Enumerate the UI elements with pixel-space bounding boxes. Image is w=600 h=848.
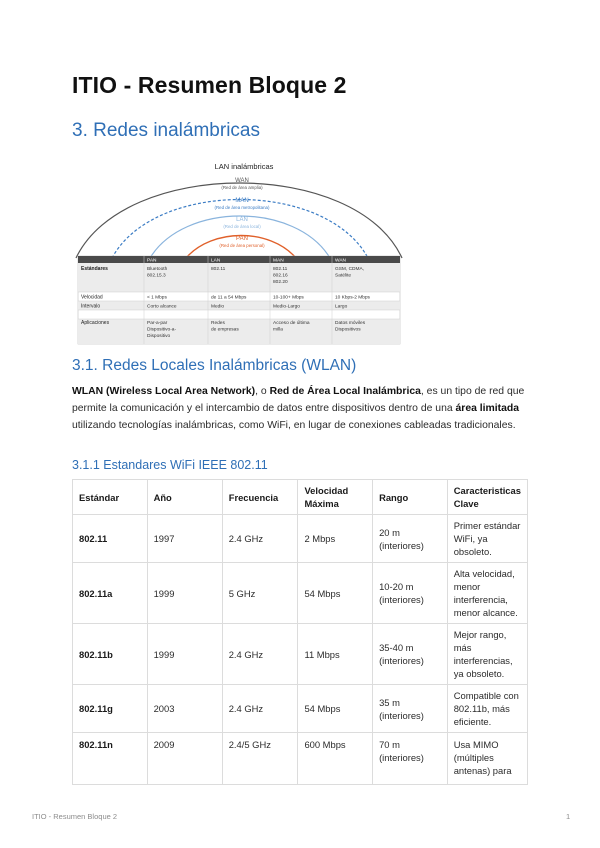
arc-wan-sub: (Red de área amplia) <box>221 185 263 190</box>
fig-cell: Par-a-par Dispositivo-a-Dispositivo <box>147 321 177 339</box>
cell-speed: 2 Mbps <box>298 515 373 563</box>
cell-standard: 802.11g <box>73 685 148 733</box>
table-header-row <box>73 480 528 515</box>
arc-lan-label: LAN <box>236 217 248 223</box>
fig-col-pan: PAN <box>147 258 157 264</box>
header-year: Año <box>147 480 222 515</box>
cell-range: 20 m (interiores) <box>373 515 448 563</box>
cell-frequency: 2.4 GHz <box>222 624 298 685</box>
subsection-title: 3.1. Redes Locales Inalámbricas (WLAN) <box>72 357 357 374</box>
cell-frequency: 5 GHz <box>222 563 298 624</box>
table-row <box>73 685 528 733</box>
cell-year: 2009 <box>147 733 222 785</box>
cell-year: 1999 <box>147 624 222 685</box>
fig-cell: 10 Kbps-2 Mbps <box>335 295 370 301</box>
footer-page-number: 1 <box>566 812 571 821</box>
header-frequency: Frecuencia <box>222 480 298 515</box>
text: , es un tipo de red que permite la comunicación y el intercambio de datos entre dispositivos dentro de una <box>72 386 525 414</box>
cell-year: 2003 <box>147 685 222 733</box>
cell-features: Mejor rango, más interferencias, ya obsoleto. <box>447 624 527 685</box>
fig-row-label: Intervalo <box>81 303 101 310</box>
fig-col-wan: WAN <box>335 258 347 264</box>
header-range: Rango <box>373 480 448 515</box>
fig-cell: 802.11 802.16 802.20 <box>273 267 288 285</box>
fig-row-label: Velocidad <box>81 294 103 301</box>
cell-standard: 802.11b <box>73 624 148 685</box>
figure-title: LAN inalámbricas <box>214 162 274 171</box>
fig-cell: Corto alcance <box>147 304 177 310</box>
fig-cell: 10-100+ Mbps <box>273 295 304 301</box>
arc-pan-sub: (Red de área personal) <box>219 243 265 248</box>
wireless-networks-figure <box>74 160 404 346</box>
cell-frequency: 2.4/5 GHz <box>222 733 298 785</box>
text: , o <box>255 386 270 397</box>
cell-speed: 54 Mbps <box>298 685 373 733</box>
wifi-standards-table <box>72 479 528 785</box>
cell-year: 1999 <box>147 563 222 624</box>
header-max-speed: Velocidad Máxima <box>298 480 373 515</box>
fig-cell: Datos móviles Dispositivos <box>335 321 366 333</box>
cell-range: 70 m (interiores) <box>373 733 448 785</box>
arc-lan-sub: (Red de área local) <box>223 224 261 229</box>
fig-cell: Medio-Largo <box>273 304 300 310</box>
table-row <box>73 515 528 563</box>
cell-features: Alta velocidad, menor interferencia, menor alcance. <box>447 563 527 624</box>
fig-cell: GSM, CDMA, Satélite <box>335 267 365 279</box>
table-row <box>73 563 528 624</box>
fig-col-man: MAN <box>273 258 284 264</box>
cell-range: 35 m (interiores) <box>373 685 448 733</box>
wlan-paragraph <box>72 383 532 434</box>
table-row <box>73 624 528 685</box>
cell-standard: 802.11n <box>73 733 148 785</box>
fig-cell: < 1 Mbps <box>147 295 167 301</box>
bold-text: WLAN (Wireless Local Area Network) <box>72 386 256 397</box>
subsubsection-title: 3.1.1 Estandares WiFi IEEE 802.11 <box>72 458 268 472</box>
fig-row-label: Aplicaciones <box>81 320 110 326</box>
cell-speed: 600 Mbps <box>298 733 373 785</box>
cell-standard: 802.11a <box>73 563 148 624</box>
header-standard: Estándar <box>73 480 148 515</box>
text: utilizando tecnologías inalámbricas, como WiFi, en lugar de conexiones cableadas tradicionales. <box>72 420 516 431</box>
section-title: 3. Redes inalámbricas <box>72 120 260 141</box>
cell-range: 35-40 m (interiores) <box>373 624 448 685</box>
fig-cell: Redes de empresas <box>211 321 239 333</box>
bold-text: Red de Área Local Inalámbrica <box>269 386 421 397</box>
arc-man-label: MAN <box>235 198 249 204</box>
arc-pan-label: PAN <box>236 236 248 242</box>
cell-standard: 802.11 <box>73 515 148 563</box>
fig-cell: Medio <box>211 304 225 310</box>
footer-document-name: ITIO - Resumen Bloque 2 <box>32 812 118 821</box>
fig-row-label: Estándares <box>81 266 108 272</box>
table-row <box>73 733 528 785</box>
cell-speed: 11 Mbps <box>298 624 373 685</box>
cell-frequency: 2.4 GHz <box>222 515 298 563</box>
cell-features: Primer estándar WiFi, ya obsoleto. <box>447 515 527 563</box>
arc-wan-label: WAN <box>235 178 249 184</box>
bold-text: área limitada <box>455 403 520 414</box>
cell-features: Compatible con 802.11b, más eficiente. <box>447 685 527 733</box>
fig-cell: de 11 a 54 Mbps <box>211 295 247 301</box>
cell-range: 10-20 m (interiores) <box>373 563 448 624</box>
cell-year: 1997 <box>147 515 222 563</box>
fig-cell: Acceso de última milla <box>273 321 310 333</box>
cell-speed: 54 Mbps <box>298 563 373 624</box>
fig-cell: Bluetooth 802.15.3 <box>147 267 168 279</box>
fig-col-lan: LAN <box>211 258 221 264</box>
fig-cell: 802.11 <box>211 267 226 272</box>
header-features: Caracteristicas Clave <box>447 480 527 515</box>
cell-frequency: 2.4 GHz <box>222 685 298 733</box>
cell-features: Usa MIMO (múltiples antenas) para <box>447 733 527 785</box>
fig-cell: Largo <box>335 304 348 310</box>
arc-man-sub: (Red de área metropolitana) <box>214 205 270 210</box>
document-title: ITIO - Resumen Bloque 2 <box>72 72 347 98</box>
